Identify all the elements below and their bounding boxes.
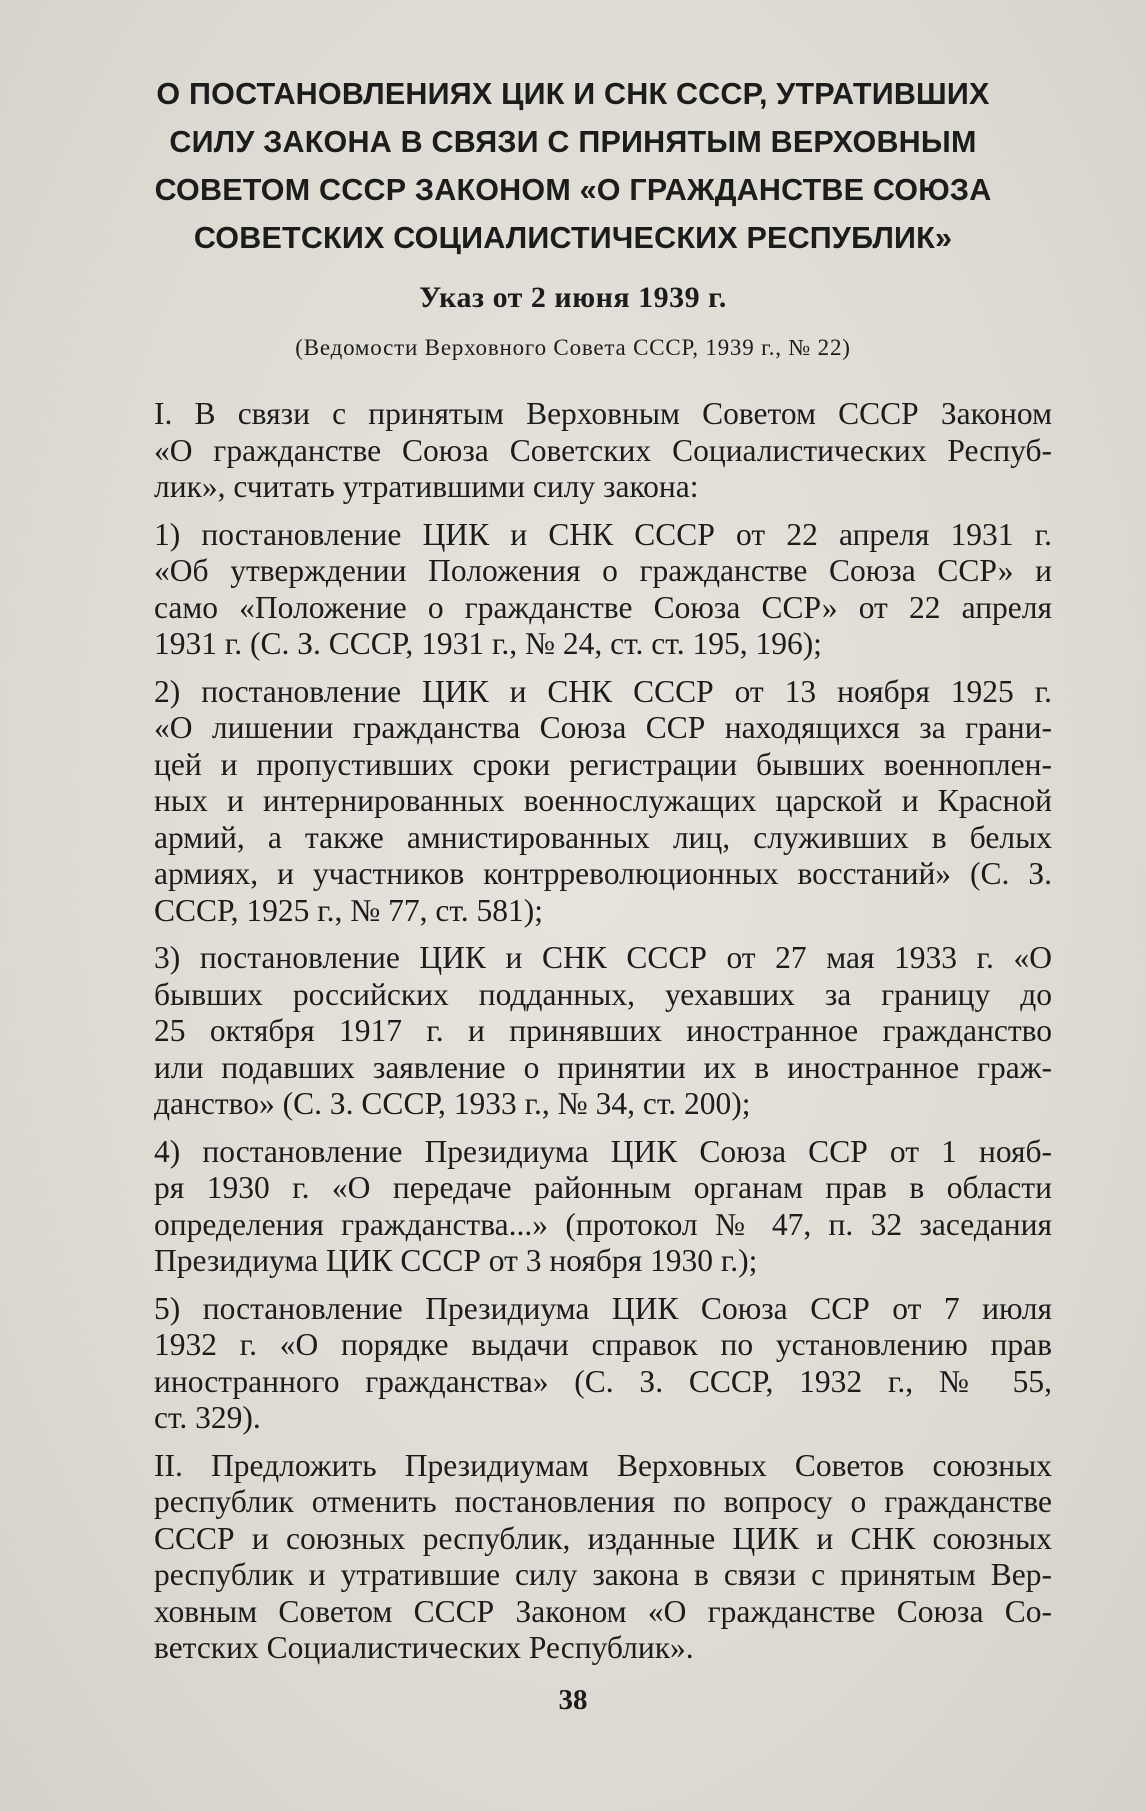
document-body	[114, 396, 1052, 1678]
text-line: «Об утверждении Положения о гражданстве Союза ССР» и	[154, 553, 1052, 588]
text-line: определения гражданства...» (протокол № 47, п. 32 заседания	[154, 1206, 1052, 1242]
decree-date: Указ от 2 июня 1939 г.	[419, 281, 727, 314]
text-line: республик и утратившие силу закона в связи с принятым Вер-	[154, 1557, 1052, 1592]
text-line: цей и пропустивших сроки регистрации бывших военноплен-	[154, 746, 1052, 782]
text-line: ст. 329).	[154, 1400, 261, 1435]
text-line: республик отменить постановления по вопросу о гражданстве	[154, 1484, 1052, 1519]
section-1-intro	[114, 396, 1052, 506]
text-line: ря 1930 г. «О передаче районным органам прав в области	[154, 1170, 1052, 1205]
text-line: лик», считать утратившими силу закона:	[154, 469, 699, 504]
text-line: армиях, и участников контрреволюционных восстаний» (С. З.	[154, 856, 1052, 891]
list-item-3	[114, 940, 1052, 1123]
text-line: бывших российских подданных, уехавших за границу до	[154, 976, 1052, 1012]
title-line: СИЛУ ЗАКОНА В СВЯЗИ С ПРИНЯТЫМ ВЕРХОВНЫМ	[169, 125, 977, 159]
text-line: «О лишении гражданства Союза ССР находящихся за грани-	[154, 710, 1052, 745]
text-line: 5) постановление Президиума ЦИК Союза ССР от 7 июля	[154, 1290, 1052, 1326]
text-line: 3) постановление ЦИК и СНК СССР от 27 мая 1933 г. «О	[154, 940, 1052, 975]
list-item-4	[114, 1134, 1052, 1280]
text-line: данство» (С. З. СССР, 1933 г., № 34, ст. 200);	[154, 1086, 751, 1121]
text-line: 1) постановление ЦИК и СНК СССР от 22 апреля 1931 г.	[154, 516, 1052, 552]
text-line: армий, а также амнистированных лиц, служивших в белых	[154, 819, 1052, 855]
section-2	[114, 1448, 1052, 1667]
text-line: «О гражданстве Союза Советских Социалистических Респуб-	[154, 432, 1052, 468]
text-line: 1931 г. (С. З. СССР, 1931 г., № 24, ст. ст. 195, 196);	[154, 626, 822, 661]
source-citation: (Ведомости Верховного Совета СССР, 1939 г., № 22)	[295, 335, 851, 360]
text-line: иностранного гражданства» (С. З. СССР, 1932 г., № 55,	[154, 1363, 1052, 1399]
title-line: СОВЕТОМ СССР ЗАКОНОМ «О ГРАЖДАНСТВЕ СОЮЗА	[154, 173, 992, 207]
text-line: СССР и союзных республик, изданные ЦИК и СНК союзных	[154, 1520, 1052, 1556]
text-line: Президиума ЦИК СССР от 3 ноября 1930 г.);	[154, 1243, 758, 1278]
list-item-5	[114, 1291, 1052, 1437]
text-line: или подавших заявление о принятии их в иностранное граж-	[154, 1049, 1052, 1085]
text-line: ных и интернированных военнослужащих царской и Красной	[154, 783, 1052, 818]
text-line: 4) постановление Президиума ЦИК Союза ССР от 1 нояб-	[154, 1133, 1052, 1169]
list-item-1	[114, 517, 1052, 663]
list-item-2	[114, 674, 1052, 930]
text-line: СССР, 1925 г., № 77, ст. 581);	[154, 892, 544, 928]
title-line: СОВЕТСКИХ СОЦИАЛИСТИЧЕСКИХ РЕСПУБЛИК»	[193, 221, 953, 255]
text-line: 25 октября 1917 г. и принявших иностранное гражданство	[154, 1013, 1052, 1048]
text-line: само «Положение о гражданстве Союза ССР» от 22 апреля	[154, 589, 1052, 625]
title-line: О ПОСТАНОВЛЕНИЯХ ЦИК И СНК СССР, УТРАТИВШИХ	[156, 77, 990, 111]
page-number: 38	[558, 1684, 588, 1716]
text-line: I. В связи с принятым Верховным Советом СССР Законом	[154, 396, 1052, 431]
text-line: ветских Социалистических Республик».	[154, 1630, 694, 1665]
text-line: 2) постановление ЦИК и СНК СССР от 13 ноября 1925 г.	[154, 673, 1052, 709]
text-line: 1932 г. «О порядке выдачи справок по установлению прав	[154, 1327, 1052, 1362]
text-line: II. Предложить Президиумам Верховных Советов союзных	[154, 1447, 1052, 1483]
text-line: ховным Советом СССР Законом «О гражданстве Союза Со-	[154, 1593, 1052, 1629]
document-title	[90, 70, 1056, 262]
